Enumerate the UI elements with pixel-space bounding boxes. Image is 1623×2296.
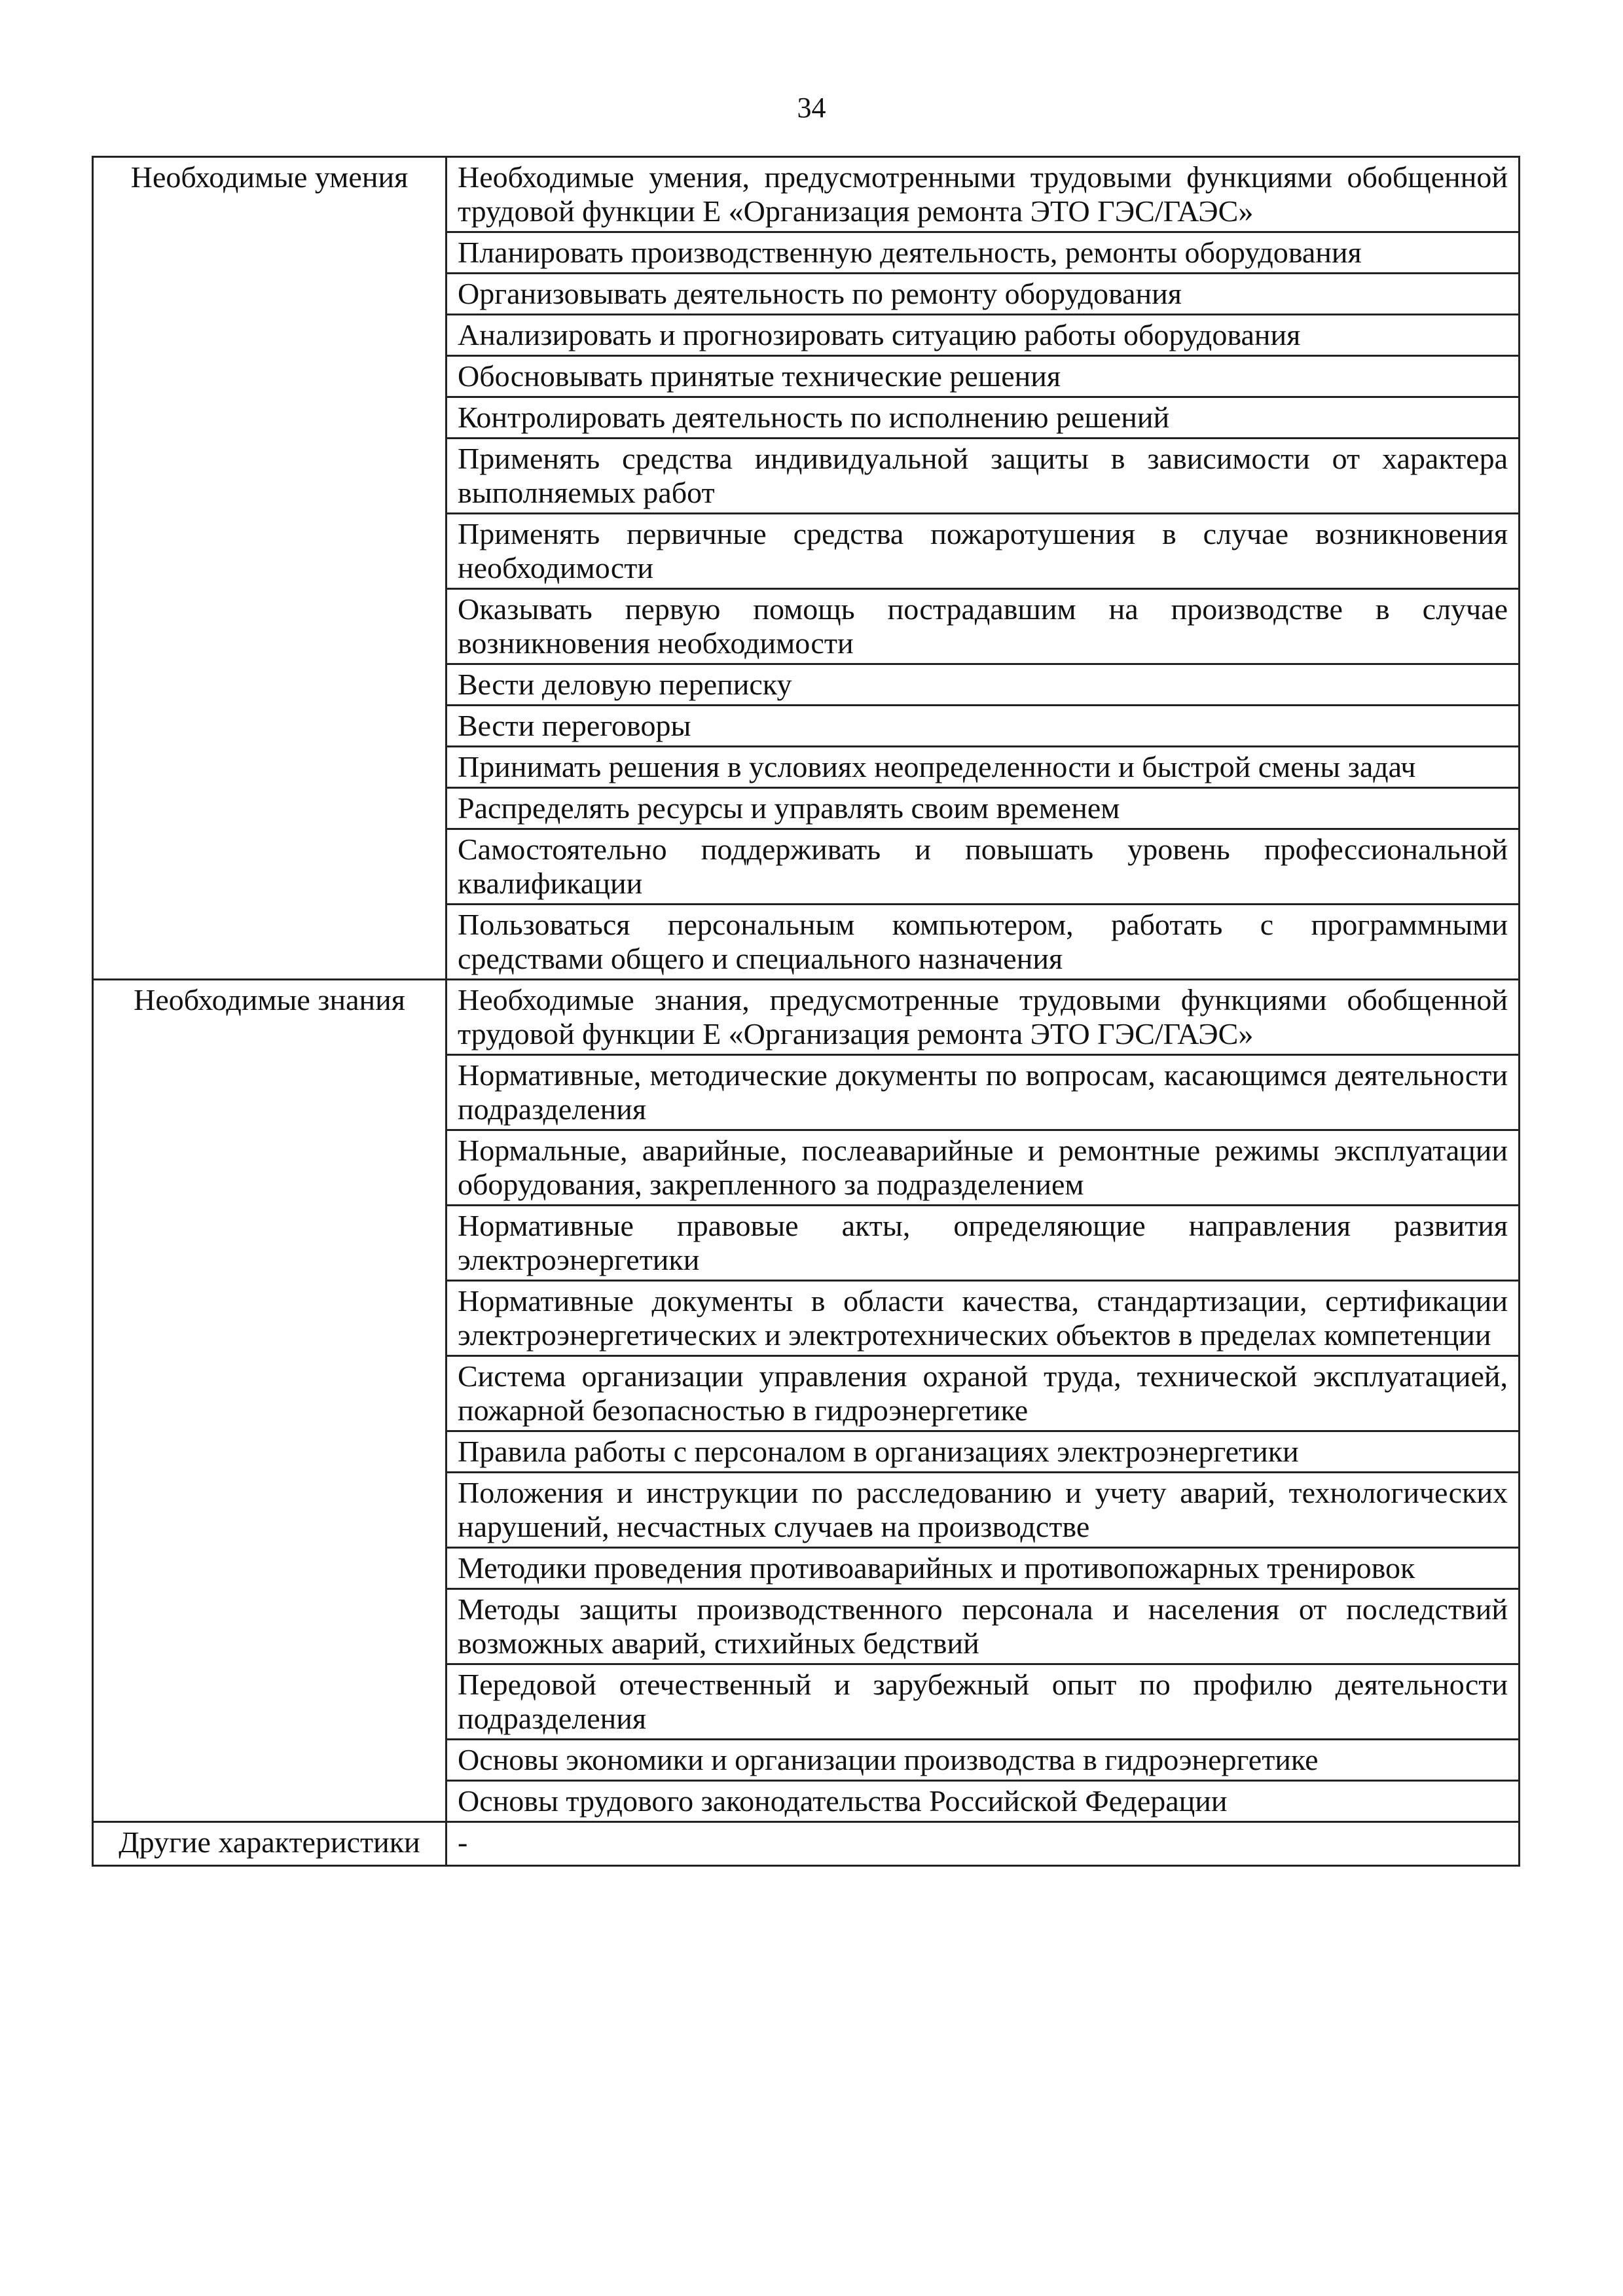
section-item: Передовой отечественный и зарубежный опыт по профилю деятельности подразделения: [447, 1664, 1520, 1740]
table-body: [93, 157, 1520, 1866]
table-row: [93, 980, 1520, 1055]
section-item: Контролировать деятельность по исполнению решений: [447, 397, 1520, 439]
qualification-table: [92, 156, 1520, 1867]
section-item: Оказывать первую помощь пострадавшим на производстве в случае возникновения необходимости: [447, 589, 1520, 664]
section-item: Самостоятельно поддерживать и повышать уровень профессиональной квалификации: [447, 829, 1520, 905]
section-item: Применять первичные средства пожаротушения в случае возникновения необходимости: [447, 514, 1520, 589]
section-item: Нормативные документы в области качества, стандартизации, сертификации электроэнергетических и электротехнических объектов в пределах компетенции: [447, 1281, 1520, 1356]
section-item: Система организации управления охраной труда, технической эксплуатацией, пожарной безопасностью в гидроэнергетике: [447, 1356, 1520, 1431]
section-item: Вести переговоры: [447, 706, 1520, 747]
section-item: Необходимые умения, предусмотренными трудовыми функциями обобщенной трудовой функции E «Организация ремонта ЭТО ГЭС/ГАЭС»: [447, 157, 1520, 232]
section-item: Правила работы с персоналом в организациях электроэнергетики: [447, 1431, 1520, 1473]
page-number: 34: [797, 92, 826, 124]
section-item: Необходимые знания, предусмотренные трудовыми функциями обобщенной трудовой функции E «Организация ремонта ЭТО ГЭС/ГАЭС»: [447, 980, 1520, 1055]
section-item: Вести деловую переписку: [447, 664, 1520, 706]
section-item: Нормативные, методические документы по вопросам, касающимся деятельности подразделения: [447, 1055, 1520, 1130]
section-item: Основы трудового законодательства Российской Федерации: [447, 1781, 1520, 1822]
section-item: Организовывать деятельность по ремонту оборудования: [447, 274, 1520, 315]
section-item: Методы защиты производственного персонала и населения от последствий возможных аварий, стихийных бедствий: [447, 1589, 1520, 1664]
other-characteristics-label: Другие характеристики: [93, 1822, 447, 1866]
section-item: Распределять ресурсы и управлять своим временем: [447, 788, 1520, 829]
section-item: Положения и инструкции по расследованию и учету аварий, технологических нарушений, несчастных случаев на производстве: [447, 1473, 1520, 1548]
section-label: Необходимые умения: [93, 157, 447, 980]
section-item: Анализировать и прогнозировать ситуацию работы оборудования: [447, 315, 1520, 356]
other-characteristics-value: -: [447, 1822, 1520, 1866]
section-item: Методики проведения противоаварийных и противопожарных тренировок: [447, 1548, 1520, 1589]
section-item: Применять средства индивидуальной защиты в зависимости от характера выполняемых работ: [447, 439, 1520, 514]
section-label: Необходимые знания: [93, 980, 447, 1822]
section-item: Основы экономики и организации производства в гидроэнергетике: [447, 1740, 1520, 1781]
section-item: Пользоваться персональным компьютером, работать с программными средствами общего и специального назначения: [447, 905, 1520, 980]
section-item: Принимать решения в условиях неопределенности и быстрой смены задач: [447, 747, 1520, 788]
section-item: Планировать производственную деятельность, ремонты оборудования: [447, 232, 1520, 274]
table-row: [93, 157, 1520, 232]
section-item: Нормальные, аварийные, послеаварийные и ремонтные режимы эксплуатации оборудования, закрепленного за подразделением: [447, 1130, 1520, 1206]
section-item: Обосновывать принятые технические решения: [447, 356, 1520, 397]
other-characteristics-row: [93, 1822, 1520, 1866]
section-item: Нормативные правовые акты, определяющие направления развития электроэнергетики: [447, 1206, 1520, 1281]
